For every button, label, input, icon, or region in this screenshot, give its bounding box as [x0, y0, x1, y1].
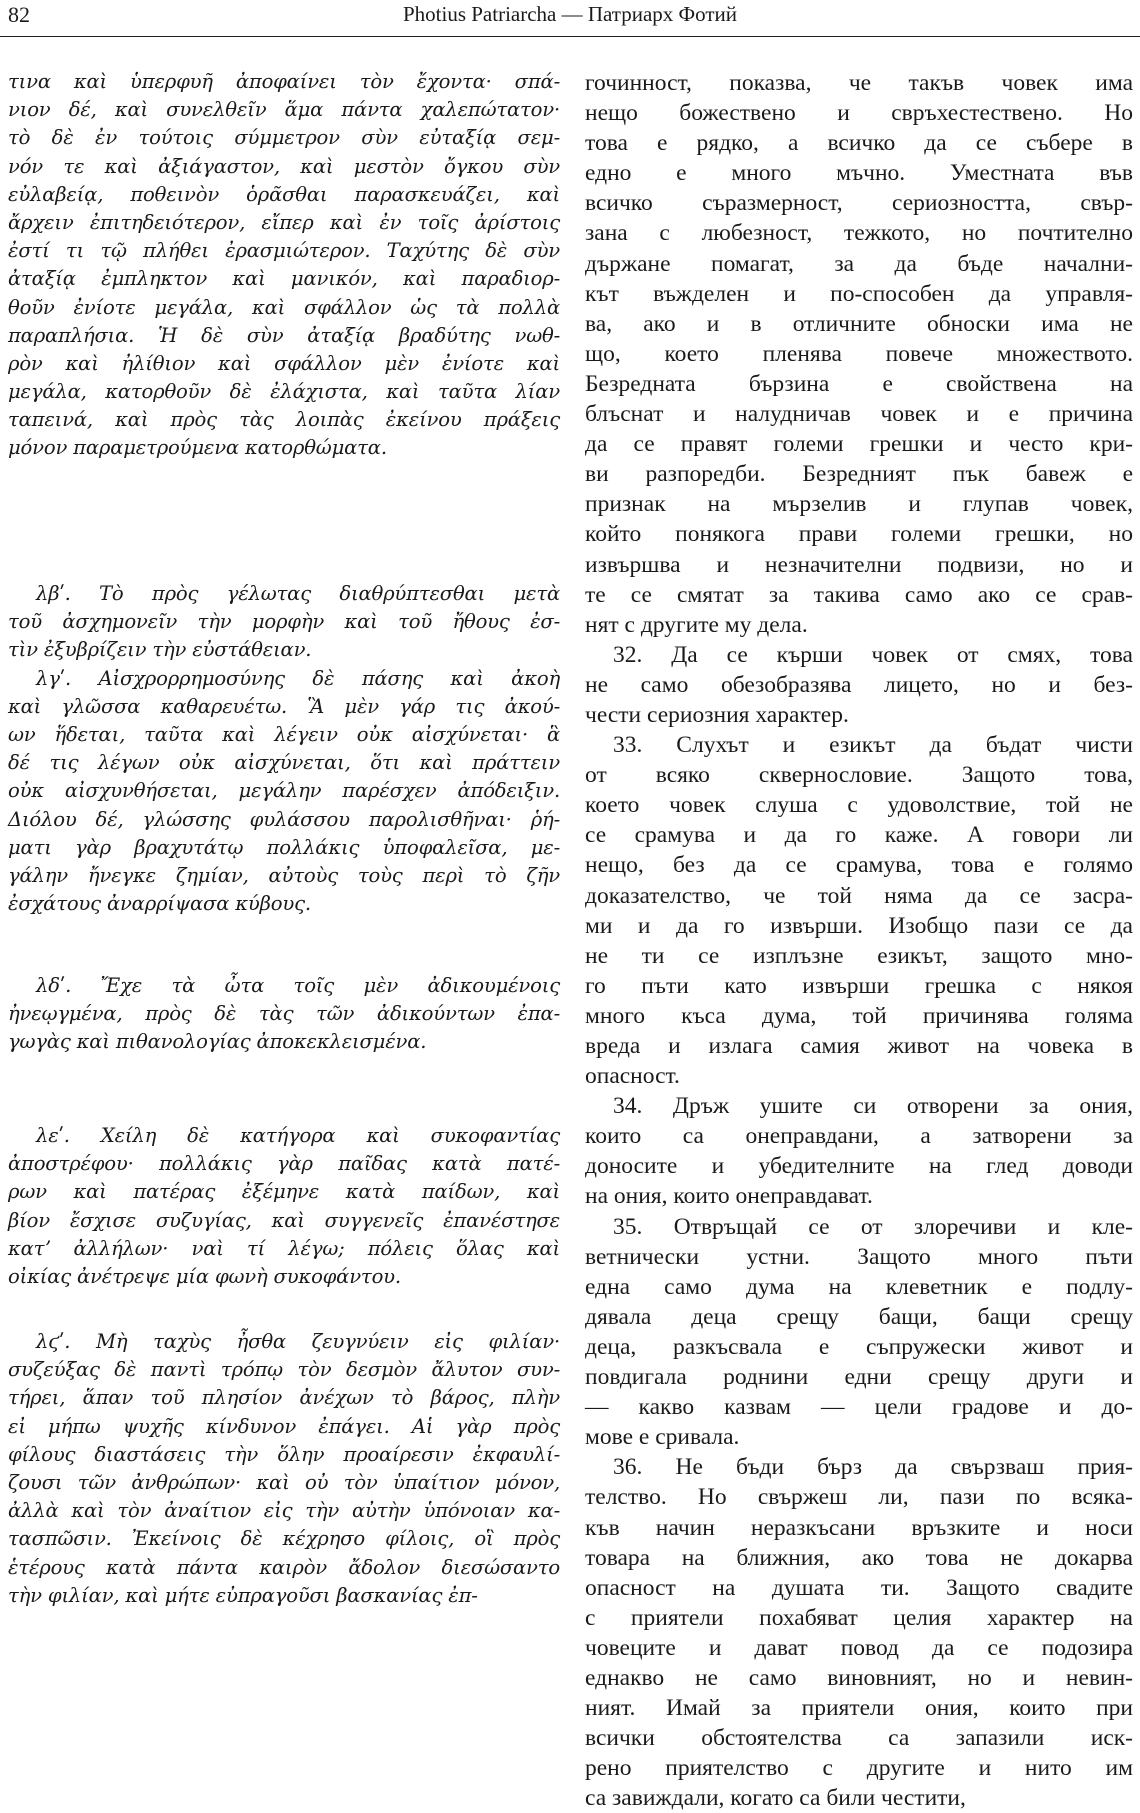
- greek-paragraph-31: [8, 68, 560, 463]
- text-line: блъснат и налудничав човек и е причина: [585, 401, 1133, 428]
- text-line: ρὸν καὶ ἠλίθιον καὶ σφάλλον μὲν ἐνίοτε καὶ: [8, 351, 560, 375]
- text-line: γωγὰς καὶ πιθανολογίας ἀποκεκλεισμένα.: [8, 1030, 427, 1054]
- text-line: които са онеправдани, а затворени за: [585, 1123, 1133, 1150]
- text-line: мове е сривала.: [585, 1424, 740, 1451]
- text-line: λγʹ. Αἰσχρορρημοσύνης δὲ πάσης καὶ ἀκοὴ: [36, 666, 560, 690]
- text-line: чести сериозния характер.: [585, 701, 849, 728]
- text-line: ἄρχειν ἐπιτηδειότερον, εἴπερ καὶ ἐν τοῖς ἀρίστοις: [8, 210, 560, 234]
- text-line: μόνον παραμετρούμενα κατορθώματα.: [8, 436, 387, 460]
- text-line: една само дума на клеветник е подлу-: [585, 1273, 1133, 1300]
- text-line: ва, ако и в отличните обноски има не: [585, 310, 1133, 337]
- text-line: νιον δέ, καὶ συνελθεῖν ἅμα πάντα χαλεπώτατον·: [8, 98, 560, 122]
- bulgarian-column: [585, 68, 1133, 1813]
- text-line: 33. Слухът и езикът да бъдат чисти: [613, 732, 1133, 759]
- text-line: вреда и излага самия живот на човека в: [585, 1033, 1133, 1059]
- text-line: деца, разкъсвала е съпружески живот и: [585, 1333, 1133, 1360]
- text-line: εἰ μήπω ψυχῆς κίνδυνον ἐπάγει. Αἱ γὰρ πρὸς: [8, 1414, 560, 1438]
- text-line: нещо божествено и свръхестествено. Но: [585, 100, 1133, 127]
- text-line: γάλην ἤνεγκε ζημίαν, αὐτοὺς τοὺς περὶ τὸ ζῆν: [8, 863, 560, 887]
- text-line: τὶν ἐξυβρίζειν τὴν εὐστάθειαν.: [8, 638, 312, 662]
- text-line: с приятели похабяват целия характер на: [585, 1604, 1133, 1631]
- text-line: φίλους διαστάσεις τὴν ὅλην προαίρεσιν ἐκφαυλί-: [8, 1442, 560, 1466]
- text-line: 32. Да се кърши човек от смях, това: [613, 641, 1133, 668]
- running-title: Photius Patriarcha — Патриарх Фотий: [402, 2, 738, 26]
- text-line: което човек слуша с удоволствие, той не: [585, 792, 1133, 819]
- text-line: не само обезобразява лицето, но и без-: [585, 671, 1133, 698]
- text-line: ἐσχάτους ἀναρρίψασα κύβους.: [8, 892, 311, 916]
- text-line: 34. Дръж ушите си отворени за ония,: [613, 1093, 1133, 1120]
- text-line: рено приятелство с другите и нито им: [585, 1755, 1133, 1782]
- text-line: от всяко сквернословие. Защото това,: [585, 762, 1133, 789]
- text-line: ζουσι τῶν ἀνθρώπων· καὶ οὐ τὸν ὑπαίτιον μόνον,: [8, 1470, 560, 1494]
- text-line: нещо, без да се срамува, това е голямо: [585, 852, 1133, 879]
- text-line: да се правят големи грешки и често кри-: [585, 431, 1133, 458]
- text-line: οἰκίας ἀνέτρεψε μία φωνὴ συκοφάντου.: [8, 1264, 401, 1288]
- text-line: ματι γὰρ βραχυτάτῳ πολλάκις ὑποφαλεῖσα, με-: [8, 835, 560, 859]
- text-line: са завиждали, когато са били честити,: [585, 1785, 966, 1812]
- text-line: Безредната бързина е свойствена на: [585, 370, 1133, 397]
- text-line: τὸ δὲ ἐν τούτοις σύμμετρον σὺν εὐταξίᾳ σεμ-: [8, 126, 560, 150]
- text-line: τήρει, ἅπαν τοῦ πλησίον ἀνέχων τὸ βάρος, πλὴν: [8, 1386, 560, 1410]
- text-line: λεʹ. Χείλη δὲ κατήγορα καὶ συκοφαντίας: [36, 1124, 560, 1147]
- text-line: товара на ближния, ако това не докарва: [585, 1544, 1133, 1571]
- text-line: опасност на душата ти. Защото свадите: [585, 1574, 1133, 1601]
- text-line: τὴν φιλίαν, καὶ μήτε εὐπραγοῦσι βασκανίας ἐπ-: [8, 1583, 478, 1607]
- text-line: — какво казвам — цели градове и до-: [585, 1394, 1133, 1421]
- text-line: доносите и убедителните на глед доводи: [585, 1153, 1133, 1180]
- text-line: 35. Отвръщай се от злоречиви и кле-: [613, 1213, 1133, 1240]
- text-line: συζεύξας δὲ παντὶ τρόπῳ τὸν δεσμὸν ἄλυτον συν-: [8, 1358, 560, 1382]
- text-line: това е рядко, а всичко да се събере в: [585, 130, 1133, 157]
- greek-paragraphs-32-33: [8, 580, 560, 918]
- text-line: λδʹ. Ἔχε τὰ ὦτα τοῖς μὲν ἀδικουμένοις: [36, 974, 560, 997]
- text-line: ἠνεῳγμένα, πρὸς δὲ τὰς τῶν ἀδικούντων ἐπα-: [8, 1002, 560, 1026]
- text-line: κατʼ ἀλλήλων· ναὶ τί λέγω; πόλεις ὅλας καὶ: [8, 1236, 560, 1260]
- text-line: едно е много мъчно. Уместната във: [585, 160, 1133, 187]
- text-line: къв начин неразкъсани връзките и носи: [585, 1514, 1133, 1541]
- text-line: 36. Не бъди бърз да свързваш прия-: [613, 1454, 1133, 1481]
- text-line: τοῦ ἀσχημονεῖν τὴν μορφὴν καὶ τοῦ ἤθους ἐσ-: [8, 610, 560, 634]
- text-line: ρων καὶ πατέρας ἐξέμηνε κατὰ παίδων, καὶ: [8, 1180, 560, 1204]
- text-line: οὐκ αἰσχυνθήσεται, μεγάλην παρέσχεν ἀπόδειξιν.: [8, 779, 560, 803]
- text-line: ви разпоредби. Безредният пък бавеж е: [585, 461, 1133, 488]
- header-rule: [0, 36, 1140, 37]
- text-line: що, което пленява повече множеството.: [585, 340, 1133, 367]
- greek-paragraph-36: [8, 1328, 560, 1610]
- text-line: зана с любезност, тежкото, но почтително: [585, 220, 1133, 247]
- text-line: ми и да го извърши. Изобщо пази се да: [585, 912, 1133, 939]
- text-line: λϛʹ. Μὴ ταχὺς ἦσθα ζευγνύειν εἰς φιλίαν·: [36, 1330, 560, 1353]
- page-header: [0, 0, 1140, 40]
- text-line: не ти се изплъзне езикът, защото мно-: [585, 942, 1133, 969]
- text-line: всичко съразмерност, сериозността, свър-: [585, 190, 1133, 217]
- text-line: на ония, които онеправдават.: [585, 1183, 873, 1210]
- text-line: ἑτέρους κατὰ πάντα καιρὸν ἄδολον διεσώσαντο: [8, 1555, 560, 1579]
- text-line: λβʹ. Τὸ πρὸς γέλωτας διαθρύπτεσθαι μετὰ: [36, 582, 560, 605]
- greek-paragraph-35: [8, 1122, 560, 1291]
- text-line: εὐλαβείᾳ, ποθεινὸν ὁρᾶσθαι παρασκευάζει, καὶ: [8, 182, 560, 206]
- text-line: повдигала роднини едни срещу други и: [585, 1364, 1133, 1391]
- text-line: βίον ἔσχισε συζυγίας, καὶ συγγενεῖς ἐπανέστησε: [8, 1208, 560, 1232]
- text-line: еднакво не само виновният, но и невин-: [585, 1664, 1133, 1691]
- text-line: θοῦν ἐνίοτε μεγάλα, καὶ σφάλλον ὡς τὰ πολλὰ: [8, 295, 560, 319]
- text-line: който понякога прави големи грешки, но: [585, 521, 1133, 548]
- text-line: παραπλήσια. Ἡ δὲ σὺν ἀταξίᾳ βραδύτης νωθ-: [8, 323, 560, 347]
- text-line: нят с другите му дела.: [585, 611, 808, 638]
- text-line: τασπῶσιν. Ἐκείνοις δὲ κέχρησο φίλοις, οἳ πρὸς: [8, 1527, 560, 1551]
- text-line: ων ἥδεται, ταῦτα καὶ λέγειν οὐκ αἰσχύνεται· ἃ: [8, 722, 560, 746]
- text-line: извършва и незначителни подвизи, но и: [585, 551, 1133, 578]
- text-line: те се смятат за такива само ако се срав-: [585, 581, 1133, 608]
- text-line: гочинност, показва, че такъв човек има: [585, 70, 1133, 96]
- text-line: много къса дума, той причинява голяма: [585, 1002, 1133, 1029]
- text-line: τινα καὶ ὑπερφυῆ ἀποφαίνει τὸν ἔχοντα· σπά-: [8, 70, 560, 93]
- text-line: доказателство, че той няма да се засра-: [585, 882, 1133, 909]
- page-number: 82: [8, 2, 30, 27]
- text-line: всички обстоятелства са запазили иск-: [585, 1725, 1133, 1752]
- text-line: μεγάλα, κατορθοῦν δὲ ἐλάχιστα, καὶ ταῦτα λίαν: [8, 380, 560, 404]
- text-line: Διόλου δέ, γλώσσης φυλάσσου παρολισθῆναι· ῥή-: [8, 807, 560, 831]
- text-line: ният. Имай за приятели ония, които при: [585, 1695, 1133, 1722]
- text-line: ἀλλὰ καὶ τὸν ἀναίτιον εἰς τὴν αὐτὴν ὑπόνοιαν κα-: [8, 1499, 560, 1523]
- text-line: телство. Но свържеш ли, пази по всяка-: [585, 1484, 1133, 1511]
- text-line: ветнически устни. Защото много пъти: [585, 1243, 1133, 1270]
- text-line: δέ τις λέγων οὐκ αἰσχύνεται, ὅτι καὶ πράττειν: [8, 751, 560, 775]
- text-line: признак на мързелив и глупав човек,: [585, 491, 1133, 518]
- text-line: го пъти като извърши грешка с някоя: [585, 972, 1133, 999]
- text-line: ἀποστρέφου· πολλάκις γὰρ παῖδας κατὰ πατέ-: [8, 1152, 560, 1176]
- text-line: опасност.: [585, 1063, 680, 1090]
- text-line: ἀταξίᾳ ἐμπληκτον καὶ μανικόν, καὶ παραδιορ-: [8, 267, 560, 291]
- greek-paragraph-34: [8, 972, 560, 1057]
- text-line: държане помагат, за да бъде начални-: [585, 250, 1133, 277]
- text-line: νόν τε καὶ ἀξιάγαστον, καὶ μεστὸν ὄγκου σὺν: [8, 154, 560, 178]
- text-line: ἐστί τι τῷ πλήθει ἐρασμιώτερον. Ταχύτης δὲ σὺν: [8, 239, 560, 263]
- text-line: човеците и дават повод да се подозира: [585, 1634, 1133, 1661]
- text-line: καὶ γλῶσσα καθαρευέτω. Ἃ μὲν γάρ τις ἀκού-: [8, 694, 560, 718]
- text-line: се срамува и да го каже. А говори ли: [585, 822, 1133, 849]
- text-line: дявала деца срещу бащи, бащи срещу: [585, 1303, 1133, 1330]
- text-line: ταπεινά, καὶ πρὸς τὰς λοιπὰς ἐκείνου πράξεις: [8, 408, 560, 432]
- text-line: кът въжделен и по-способен да управля-: [585, 280, 1133, 307]
